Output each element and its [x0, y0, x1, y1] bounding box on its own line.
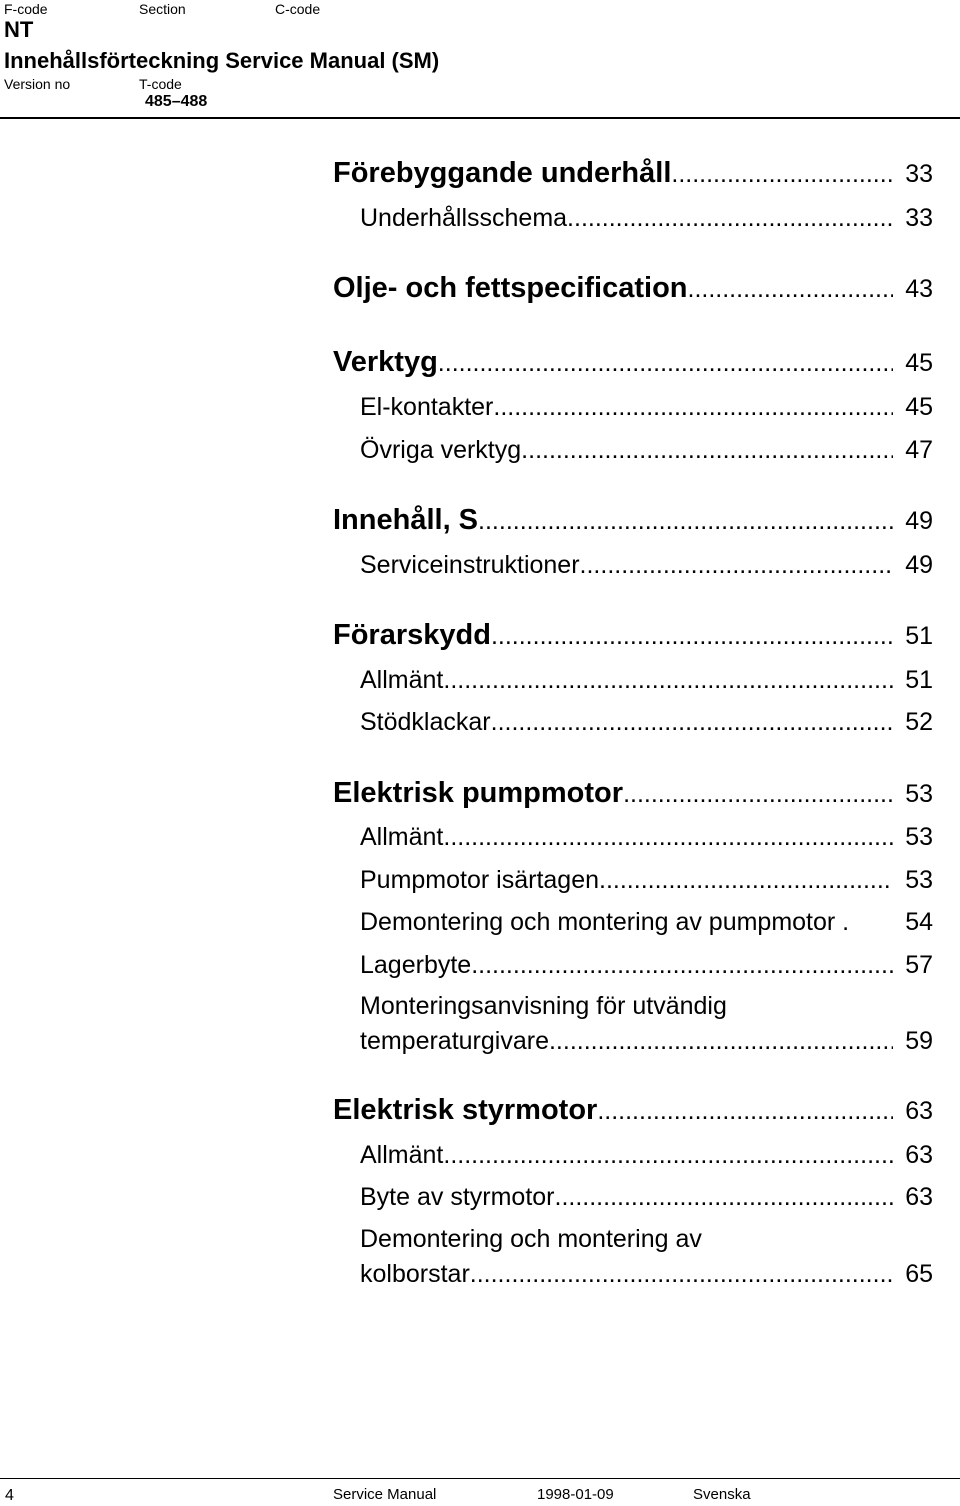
toc-leader-dots — [491, 708, 893, 737]
toc-entry-title: Byte av styrmotor — [360, 1183, 555, 1211]
toc-entry-title: Allmänt — [360, 823, 444, 851]
toc-entry-el-kontakter[interactable] — [333, 393, 933, 422]
toc-entry-pumpmotor-isartagen[interactable] — [333, 866, 933, 895]
version-label: Version no — [4, 76, 71, 92]
toc-entry-title: Innehåll, S — [333, 504, 479, 536]
toc-entry-title: Serviceinstruktioner — [360, 551, 580, 579]
toc-entry-page: 63 — [905, 1141, 933, 1169]
toc-entry-stodklackar[interactable] — [333, 708, 933, 737]
toc-entry-olje-och-fettspecification[interactable] — [333, 272, 933, 305]
toc-entry-page: 59 — [905, 1027, 933, 1055]
toc-entry-page: 63 — [905, 1183, 933, 1211]
toc-entry-serviceinstruktioner[interactable] — [333, 551, 933, 580]
tcode-label: T-code — [139, 76, 182, 92]
toc-leader-dots — [549, 1027, 893, 1056]
toc-entry-underhallsschema[interactable] — [333, 204, 933, 233]
toc-entry-page: 33 — [905, 160, 933, 188]
toc-entry-innehall-s[interactable] — [333, 504, 933, 537]
toc-entry-demontering-pumpmotor[interactable] — [333, 908, 933, 937]
toc-leader-dots — [470, 1260, 893, 1289]
toc-entry-title: Demontering och montering av pumpmotor . — [360, 908, 850, 936]
toc-entry-lagerbyte[interactable] — [333, 951, 933, 980]
toc-entry-title: Elektrisk styrmotor — [333, 1094, 598, 1126]
toc-entry-title: Lagerbyte — [360, 951, 472, 979]
toc-entry-elektrisk-pumpmotor[interactable] — [333, 777, 933, 810]
toc-entry-title: Förebyggande underhåll — [333, 157, 672, 189]
toc-entry-demontering-kolborstar[interactable] — [333, 1225, 933, 1289]
toc-leader-dots — [597, 1097, 893, 1126]
toc-entry-title: Allmänt — [360, 1141, 444, 1169]
toc-entry-title-line1: Demontering och montering av — [360, 1225, 702, 1253]
toc-entry-verktyg[interactable] — [333, 346, 933, 379]
toc-entry-title: Verktyg — [333, 346, 438, 378]
toc-leader-dots — [438, 349, 893, 378]
toc-entry-page: 53 — [905, 866, 933, 894]
header-rule — [0, 117, 960, 119]
toc-entry-title: Förarskydd — [333, 619, 491, 651]
toc-leader-dots — [493, 393, 893, 422]
toc-entry-title-line1: Monteringsanvisning för utvändig — [360, 992, 727, 1020]
toc-entry-title-line2: kolborstar — [360, 1260, 470, 1288]
toc-entry-page: 51 — [905, 622, 933, 650]
footer-page-number: 4 — [5, 1487, 14, 1504]
toc-entry-page: 49 — [905, 507, 933, 535]
toc-entry-page: 47 — [905, 436, 933, 464]
toc-leader-dots — [443, 823, 893, 852]
toc-leader-dots — [491, 622, 893, 651]
toc-entry-byte-av-styrmotor[interactable] — [333, 1183, 933, 1212]
toc-entry-allmant[interactable] — [333, 1141, 933, 1170]
toc-leader-dots — [671, 160, 893, 189]
ccode-label: C-code — [275, 1, 321, 17]
toc-entry-forarskydd[interactable] — [333, 619, 933, 652]
toc-entry-page: 54 — [905, 908, 933, 936]
toc-leader-dots — [688, 275, 894, 304]
document-title: Innehållsförteckning Service Manual (SM) — [4, 48, 440, 73]
toc-entry-elektrisk-styrmotor[interactable] — [333, 1094, 933, 1127]
toc-entry-page: 51 — [905, 666, 933, 694]
toc-leader-dots — [623, 780, 893, 809]
toc-entry-title: Stödklackar — [360, 708, 491, 736]
toc-entry-title: Olje- och fettspecification — [333, 272, 688, 304]
footer-date: 1998-01-09 — [537, 1486, 614, 1503]
toc-leader-dots — [471, 951, 893, 980]
tcode-value: 485–488 — [145, 93, 208, 110]
toc-entry-title: Allmänt — [360, 666, 444, 694]
toc-entry-title: Övriga verktyg — [360, 436, 522, 464]
toc-entry-page: 45 — [905, 393, 933, 421]
footer-doc-type: Service Manual — [333, 1486, 437, 1503]
toc-entry-allmant[interactable] — [333, 823, 933, 852]
toc-entry-page: 43 — [905, 275, 933, 303]
toc-entry-title: Underhållsschema — [360, 204, 568, 232]
toc-leader-dots — [478, 507, 893, 536]
toc-entry-page: 52 — [905, 708, 933, 736]
footer-language: Svenska — [693, 1486, 751, 1503]
toc-entry-page: 57 — [905, 951, 933, 979]
toc-leader-dots — [567, 204, 893, 233]
toc-leader-dots — [599, 866, 893, 895]
toc-entry-page: 63 — [905, 1097, 933, 1125]
fcode-value: NT — [4, 17, 34, 42]
toc-entry-page: 53 — [905, 780, 933, 808]
toc-entry-page: 65 — [905, 1260, 933, 1288]
toc-leader-dots — [443, 666, 893, 695]
toc-entry-page: 49 — [905, 551, 933, 579]
toc-entry-title: El-kontakter — [360, 393, 494, 421]
toc-entry-page: 33 — [905, 204, 933, 232]
toc-entry-page: 53 — [905, 823, 933, 851]
toc-entry-page: 45 — [905, 349, 933, 377]
toc-entry-allmant[interactable] — [333, 666, 933, 695]
toc-entry-ovriga-verktyg[interactable] — [333, 436, 933, 465]
toc-leader-dots — [580, 551, 893, 580]
toc-entry-title: Elektrisk pumpmotor — [333, 777, 624, 809]
toc-leader-dots — [521, 436, 893, 465]
toc-entry-monteringsanvisning[interactable] — [333, 992, 933, 1056]
section-label: Section — [139, 1, 186, 17]
toc-leader-dots — [443, 1141, 893, 1170]
toc-entry-forebyggande-underhall[interactable] — [333, 157, 933, 190]
toc-leader-dots — [555, 1183, 894, 1212]
toc-entry-title: Pumpmotor isärtagen — [360, 866, 600, 894]
toc-entry-title-line2: temperaturgivare — [360, 1027, 549, 1055]
fcode-label: F-code — [4, 1, 48, 17]
footer-rule — [0, 1478, 960, 1479]
